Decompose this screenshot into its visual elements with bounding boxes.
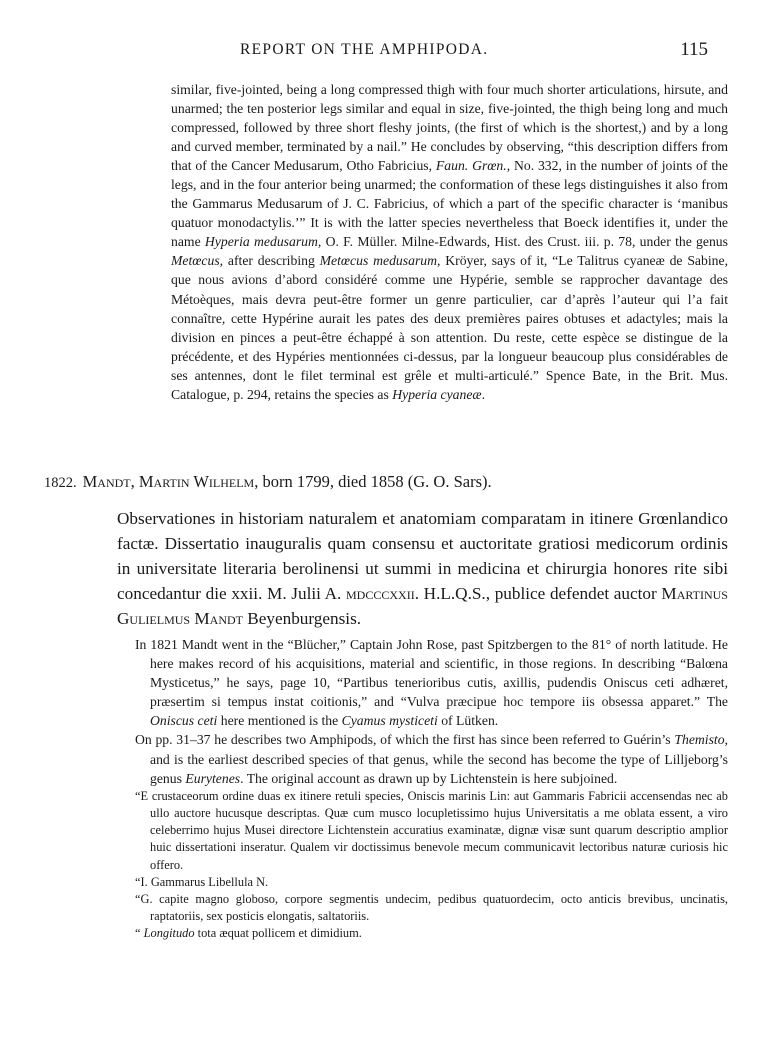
page-header (0, 41, 776, 67)
italic-genus-name: Metœcus (171, 253, 220, 269)
italic-species-name: Oniscus ceti (150, 713, 218, 729)
italic-species-name: Cyamus mysticeti (341, 713, 438, 729)
page-number: 115 (680, 39, 708, 60)
note-quotation: “E crustaceorum ordine duas ex itinere retuli species, Oniscis marinis Lin: aut Gammaris Fabricii accensendas nec ab ullo auctore hucusque descriptas. Quæ cum musco locupletissimo hujus Universitatis a me oblata essent, a viro celeberrimo hujus Musei directore Lichtenstein accuratius examinatæ, dignæ visæ sunt quarum descriptio amplior huic dissertationi inseratur. Qualem vir doctissimus benevole mecum communicavit lectoribus naturæ curiosis hic offero. (135, 788, 728, 872)
note-quotation (135, 925, 728, 942)
text-run: . (481, 386, 485, 402)
note-quotation: “I. Gammarus Libellula N. (135, 874, 269, 889)
quoted-paragraph (171, 80, 728, 404)
text-run: , No. 332, in the number of joints of the legs, and in the four anterior being unarmed; the conformation of these legs distinguishes it also from the Gammarus Medusarum of J. C. Fabricius, of which a part of the specific character is ‘manibus quatuor monodactylis.’” It is with the latter species nevertheless that Boeck identifies it, under the name (171, 158, 729, 250)
italic-species-name: Hyperia medusarum (204, 234, 318, 250)
text-run: H.L.Q.S., publice defendet auctor (418, 584, 662, 603)
small-caps-author: Martinus Gulielmus Mandt (117, 584, 728, 628)
text-run: Observationes in historiam naturalem et anatomiam comparatam in itinere Grœnlandico factæ. Dissertatio inauguralis quam consensu et auctoritate gratiosi medicorum ordinis in universitate literaria berolinensi ut summi in medicina et chirurgia honores rite sibi concedantur die xxii. M. Julii A. (117, 509, 728, 603)
quoted-description-block (171, 80, 728, 404)
entry-year: 1822. (44, 475, 77, 491)
text-run: . The original account as drawn up by Lichtenstein is here subjoined. (240, 770, 618, 786)
running-title: REPORT ON THE AMPHIPODA. (240, 41, 489, 58)
entry-author: Mandt, Martin Wilhelm, (82, 472, 259, 491)
italic-citation: Faun. Grœn. (435, 158, 507, 174)
commentary-notes (135, 635, 728, 943)
work-title (117, 506, 728, 631)
note-paragraph (135, 635, 728, 730)
italic-genus-name: Themisto (674, 732, 725, 748)
italic-species-name: Metœcus medusarum (319, 253, 437, 269)
text-run: here mentioned is the (217, 713, 342, 729)
entry-author-dates: born 1799, died 1858 (G. O. Sars). (258, 472, 492, 491)
text-run: “ (135, 926, 144, 941)
note-quotation: “G. capite magno globoso, corpore segmentis undecim, pedibus quatuordecim, octo anticis brevibus, uncinatis, raptatoriis, sex posticis elongatis, saltatoriis. (135, 891, 728, 924)
work-title-block (117, 506, 728, 631)
italic-genus-name: Eurytenes (185, 770, 241, 786)
text-run: tota æquat pollicem et dimidium. (194, 926, 362, 941)
note-paragraph (135, 730, 728, 787)
text-run: Beyenburgensis. (242, 609, 362, 628)
text-run: , O. F. Müller. Milne-Edwards, Hist. des Crust. iii. p. 78, under the genus (317, 234, 728, 250)
bibliography-entry-heading (44, 470, 734, 495)
text-run: On pp. 31–37 he describes two Amphipods, of which the first has since been referred to Guérin’s (135, 732, 675, 748)
text-run: , and is the earliest described species of that genus, while the second has become the type of Lilljeborg’s genus (150, 732, 728, 786)
italic-term: Longitudo (143, 926, 195, 941)
text-run: similar, five-jointed, being a long compressed thigh with four much shorter articulations, hirsute, and unarmed; the ten posterior legs similar and equal in size, five-jointed, the thigh being long and much compressed, followed by three short fleshy joints, (the first of which is the shortest,) and by a long and curved member, terminated by a nail.” He concludes by observing, “this description differs from that of the Cancer Medusarum, Otho Fabricius, (171, 82, 728, 174)
text-run: In 1821 Mandt went in the “Blücher,” Captain John Rose, past Spitzbergen to the 81° of north latitude. He here makes record of his acquisitions, material and scientific, in those regions. In describing “Balœna Mysticetus,” he says, page 10, “Partibus tenerioribus cutis, axillis, pudendis Oniscus ceti adhæret, præsertim si tempus instat coitionis,” and “Vulva præcipue hoc tempore iis obsessa apparet.” The (135, 637, 728, 710)
text-run: of Lütken. (437, 713, 499, 729)
italic-species-name: Hyperia cyaneæ (392, 386, 482, 402)
small-caps-date: mdcccxxii. (346, 584, 419, 603)
text-run: , after describing (219, 253, 320, 269)
text-run: , Kröyer, says of it, “Le Talitrus cyaneæ de Sabine, que nous avions d’abord considéré comme une Hypérie, semble se rapprocher davantage des Métoèques, mais devra peut-être former un genre particulier, car d’après l’auteur qui l’a fait connaître, cette Hypérine aurait les pates des deux premières paires obtuses et adactyles; mais la division en pinces a peut-être échappé à son attention. Du reste, cette espèce se distingue de la précédente, et des Hypéries mentionnées ci-dessus, par la longueur beaucoup plus considérables de ses antennes, dont le filet terminal est grêle et multi-articulé.” Spence Bate, in the Brit. Mus. Catalogue, p. 294, retains the species as (171, 253, 728, 402)
